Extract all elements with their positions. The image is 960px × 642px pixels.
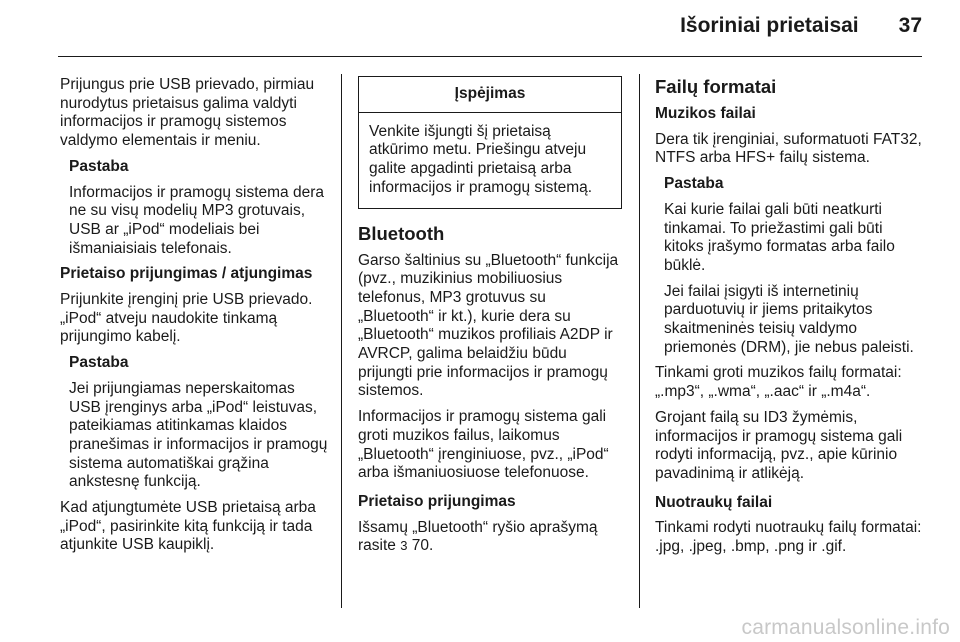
note-title: Pastaba bbox=[664, 175, 724, 193]
header-divider bbox=[58, 56, 922, 57]
bluetooth-paragraph-1: Garso šaltinius su „Bluetooth“ funkcija (pvz., muzikinius mobiliuosius telefonus, MP3 grotuvus su „Bluetooth“ ir kt.), kurie dera su „Bluetooth“ muzikos profiliais A2DP ir AVRCP, galima belaidžiu būdu prijungti prie informacijos ir pramogų sistemos. bbox=[358, 251, 619, 400]
id3-paragraph: Grojant failą su ID3 žymėmis, informacijos ir pramogų sistema gali rodyti informaciją, pvz., apie kūrinio pavadinimą ir atlikėją. bbox=[655, 408, 903, 482]
note-text-1: Kai kurie failai gali būti neatkurti tinkamai. To priežastimi gali būti kitoks įrašymo formatas arba failo būklė. bbox=[664, 200, 895, 274]
note-title: Pastaba bbox=[69, 157, 129, 175]
note-unreadable-device bbox=[69, 354, 330, 492]
note-text-2: Jei failai įsigyti iš internetinių parduotuvių ir jiems pritaikytos skaitmeninės teisių valdymo priemonės (DRM), jie nebus paleisti. bbox=[664, 282, 914, 356]
subheading-connect-disconnect: Prietaiso prijungimas / atjungimas bbox=[60, 265, 313, 283]
column-3 bbox=[655, 76, 923, 564]
disconnect-paragraph: Kad atjungtumėte USB prietaisą arba „iPod“, pasirinkite kitą funkciją ir tada atjunkite USB kaupiklį. bbox=[60, 499, 316, 554]
subheading-photo-files: Nuotraukų failai bbox=[655, 493, 773, 511]
page-header bbox=[680, 14, 922, 38]
music-formats-paragraph: Tinkami groti muzikos failų formatai: „.mp3“, „.wma“, „.aac“ ir „.m4a“. bbox=[655, 364, 902, 401]
note-text: Jei prijungiamas neperskaitomas USB įrenginys arba „iPod“ leistuvas, pateikiamas atitinkamas klaidos pranešimas ir informacijos ir pramogų sistema automatiškai grąžina ankstesnę funkciją. bbox=[69, 379, 328, 491]
column-2 bbox=[358, 76, 622, 563]
warning-title: Įspėjimas bbox=[359, 77, 621, 113]
note-playback bbox=[664, 175, 923, 357]
music-files-paragraph: Dera tik įrenginiai, suformatuoti FAT32, NTFS arba HFS+ failų sistema. bbox=[655, 130, 922, 167]
column-1 bbox=[60, 76, 330, 562]
reference-text: Išsamų „Bluetooth“ ryšio aprašymą rasite bbox=[358, 518, 598, 555]
connect-paragraph: Prijunkite įrenginį prie USB prievado. „iPod“ atveju naudokite tinkamą prijungimo kabelį. bbox=[60, 291, 313, 346]
reference-page: 70. bbox=[411, 537, 434, 555]
note-title: Pastaba bbox=[69, 354, 129, 372]
column-divider-1 bbox=[341, 74, 342, 608]
warning-box bbox=[358, 76, 622, 209]
page-reference-icon: 3 bbox=[400, 538, 408, 554]
subheading-device-connect: Prietaiso prijungimas bbox=[358, 492, 516, 510]
bluetooth-paragraph-2: Informacijos ir pramogų sistema gali groti muzikos failus, laikomus „Bluetooth“ įrenginiuose, pvz., „iPod“ arba išmaniuosiuose telefonuose. bbox=[358, 408, 609, 482]
note-compatibility bbox=[69, 158, 330, 259]
watermark: carmanualsonline.info bbox=[741, 616, 950, 639]
page-number: 37 bbox=[898, 14, 922, 37]
intro-paragraph: Prijungus prie USB prievado, pirmiau nurodytus prietaisus galima valdyti informacijos ir pramogų sistemos valdymo elementais ir meniu. bbox=[60, 76, 315, 150]
warning-text: Venkite išjungti šį prietaisą atkūrimo metu. Priešingu atveju galite apgadinti prietaisą arba informacijos ir pramogų sistemą. bbox=[369, 122, 593, 196]
note-text: Informacijos ir pramogų sistema dera ne su visų modelių MP3 grotuvais, USB ar „iPod“ modeliais bei išmaniaisiais telefonais. bbox=[69, 183, 324, 257]
section-heading-file-formats: Failų formatai bbox=[655, 76, 777, 97]
bluetooth-reference bbox=[358, 519, 622, 556]
page-title: Išoriniai prietaisai bbox=[680, 14, 859, 37]
photo-formats-paragraph: Tinkami rodyti nuotraukų failų formatai: .jpg, .jpeg, .bmp, .png ir .gif. bbox=[655, 519, 922, 556]
section-heading-bluetooth: Bluetooth bbox=[358, 222, 445, 244]
column-divider-2 bbox=[639, 74, 640, 608]
subheading-music-files: Muzikos failai bbox=[655, 105, 756, 122]
